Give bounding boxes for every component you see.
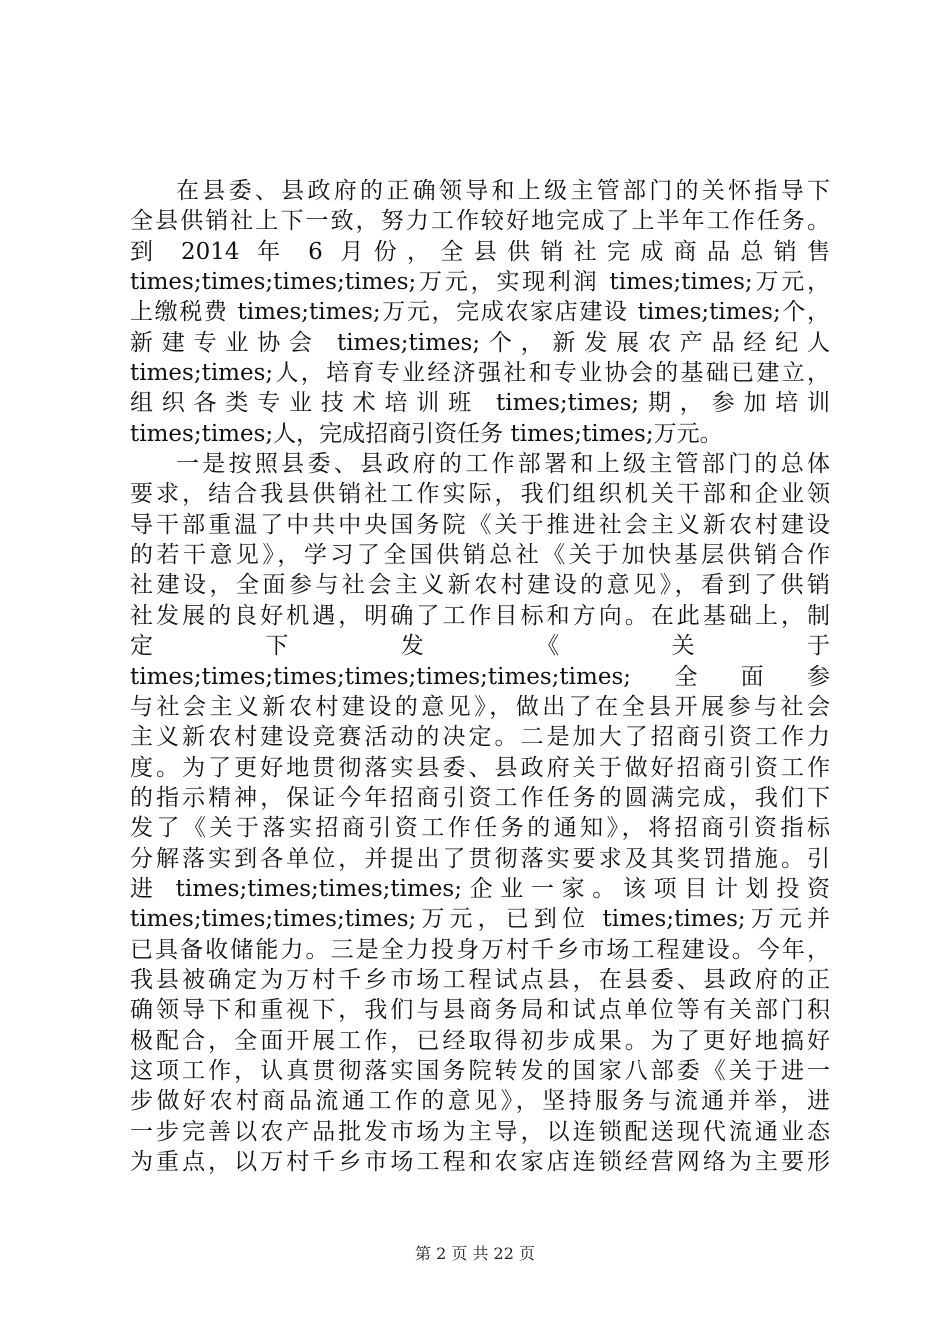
text-line: 步做好农村商品流通工作的意见》，坚持服务与流通并举，进	[130, 1088, 830, 1115]
page-number-footer: 第 2 页 共 22 页	[415, 1244, 535, 1263]
text-line: 分解落实到各单位，并提出了贯彻落实要求及其奖罚措施。引	[130, 845, 830, 872]
text-line: 确领导下和重视下，我们与县商务局和试点单位等有关部门积	[130, 997, 830, 1024]
text-line: 全县供销社上下一致，努力工作较好地完成了上半年工作任务。	[130, 208, 830, 235]
text-line: 社发展的良好机遇，明确了工作目标和方向。在此基础上，制	[130, 602, 830, 629]
text-line: 组织各类专业技术培训班 times;times;期，参加培训	[130, 390, 830, 417]
text-line: 到 2014 年 6 月份，全县供销社完成商品总销售	[130, 238, 830, 265]
body-text	[130, 176, 830, 1177]
text-line: 极配合，全面开展工作，已经取得初步成果。为了更好地搞好	[130, 1027, 830, 1054]
text-line: 的指示精神，保证今年招商引资工作任务的圆满完成，我们下	[130, 784, 830, 811]
text-line: 我县被确定为万村千乡市场工程试点县，在县委、县政府的正	[130, 966, 830, 993]
text-line: times;times;人，培育专业经济强社和专业协会的基础已建立，	[130, 360, 830, 387]
text-line: 定 下 发 《 关 于	[130, 633, 830, 660]
text-line: 社建设，全面参与社会主义新农村建设的意见》，看到了供销	[130, 572, 830, 599]
text-line: 发了《关于落实招商引资工作任务的通知》，将招商引资指标	[130, 815, 830, 842]
text-line: 上缴税费 times;times;万元，完成农家店建设 times;times;个，	[130, 299, 830, 326]
text-line: times;times;times;times;万元，已到位 times;times;万元并	[130, 906, 830, 933]
text-line: 一步完善以农产品批发市场为主导，以连锁配送现代流通业态	[130, 1118, 830, 1145]
text-line: 要求，结合我县供销社工作实际，我们组织机关干部和企业领	[130, 481, 830, 508]
text-line: times;times;times;times;万元，实现利润 times;times;万元，	[130, 269, 830, 296]
text-line: 在县委、县政府的正确领导和上级主管部门的关怀指导下	[176, 178, 830, 204]
text-line: 的若干意见》，学习了全国供销总社《关于加快基层供销合作	[130, 542, 830, 569]
text-line: 一是按照县委、县政府的工作部署和上级主管部门的总体	[176, 451, 830, 478]
text-line: times;times;times;times;times;times;times;全面参	[130, 663, 830, 690]
text-line: 与社会主义新农村建设的意见》，做出了在全县开展参与社会	[130, 693, 830, 720]
text-line: times;times;人，完成招商引资任务 times;times;万元。	[130, 420, 723, 447]
text-line: 为重点，以万村千乡市场工程和农家店连锁经营网络为主要形	[130, 1149, 830, 1175]
text-line: 新建专业协会 times;times;个，新发展农产品经纪人	[130, 329, 830, 356]
text-line: 主义新农村建设竞赛活动的决定。二是加大了招商引资工作力	[130, 724, 830, 751]
text-line: 已具备收储能力。三是全力投身万村千乡市场工程建设。今年，	[130, 936, 830, 963]
text-line: 这项工作，认真贯彻落实国务院转发的国家八部委《关于进一	[130, 1057, 830, 1084]
text-line: 导干部重温了中共中央国务院《关于推进社会主义新农村建设	[130, 511, 830, 538]
text-line: 度。为了更好地贯彻落实县委、县政府关于做好招商引资工作	[130, 754, 830, 781]
text-line: 进 times;times;times;times;企业一家。该项目计划投资	[130, 875, 830, 902]
